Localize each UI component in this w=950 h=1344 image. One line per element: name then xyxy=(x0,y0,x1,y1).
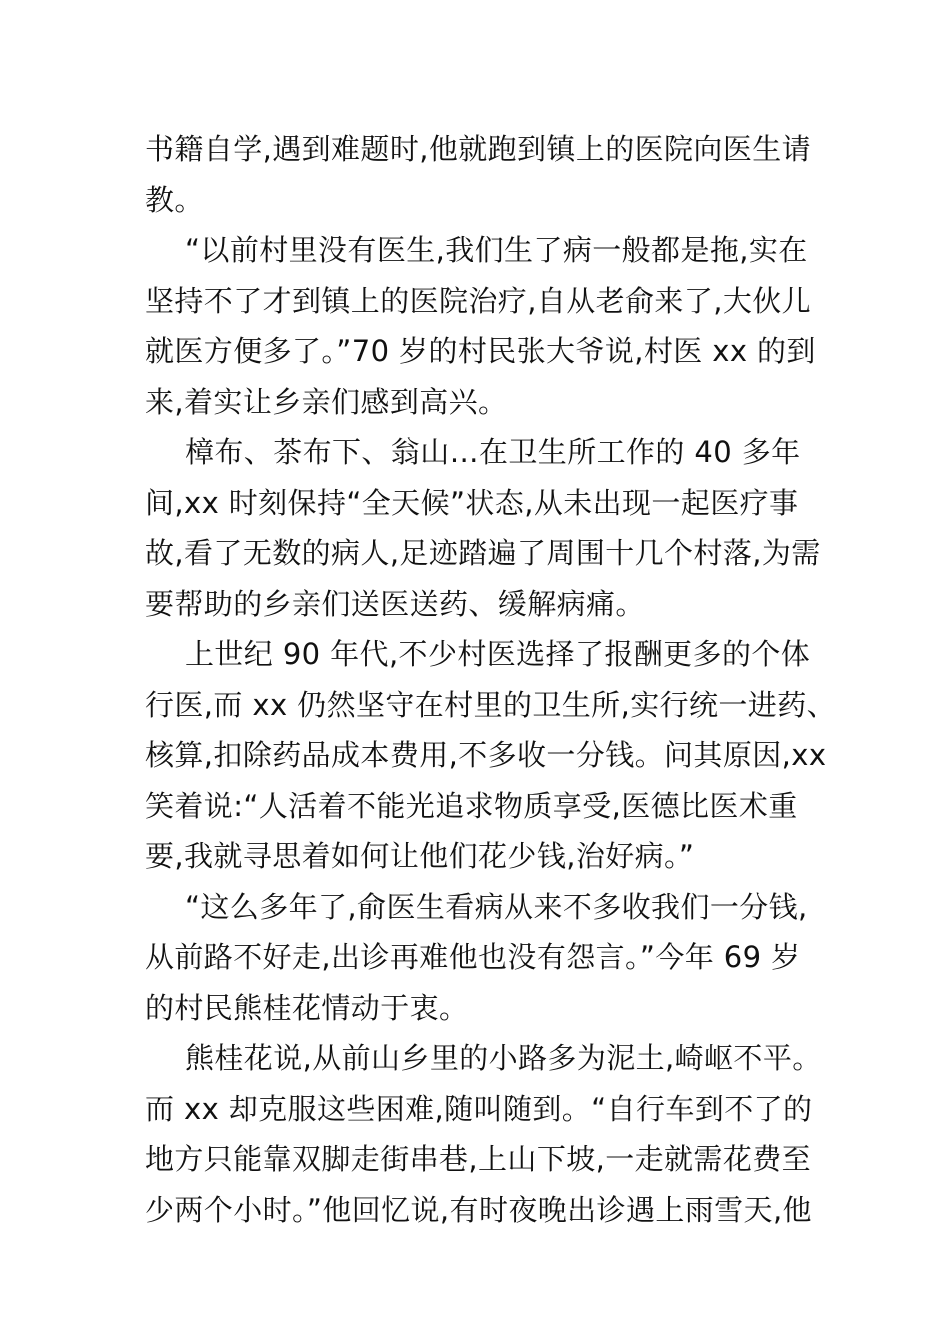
text-line: 行医,而 xx 仍然坚守在村里的卫生所,实行统一进药、 xyxy=(145,687,836,722)
text-line: “以前村里没有医生,我们生了病一般都是拖,实在 xyxy=(185,233,808,267)
text-line: 故,看了无数的病人,足迹踏遍了周围十几个村落,为需 xyxy=(145,536,821,570)
text-line: 的村民熊桂花情动于衷。 xyxy=(145,990,469,1025)
text-line: 坚持不了才到镇上的医院治疗,自从老俞来了,大伙儿 xyxy=(145,283,812,318)
text-line: 从前路不好走,出诊再难他也没有怨言。”今年 69 岁 xyxy=(145,940,801,974)
text-line: 教。 xyxy=(145,182,204,217)
text-line: 间,xx 时刻保持“全天候”状态,从未出现一起医疗事 xyxy=(145,485,799,520)
body-text xyxy=(145,124,836,1235)
text-line: 来,着实让乡亲们感到高兴。 xyxy=(145,384,508,419)
text-line: 而 xx 却克服这些困难,随叫随到。“自行车到不了的 xyxy=(145,1091,813,1126)
text-line: 笑着说:“人活着不能光追求物质享受,医德比医术重 xyxy=(145,788,798,823)
text-line: 书籍自学,遇到难题时,他就跑到镇上的医院向医生请 xyxy=(145,132,812,166)
text-line: 要帮助的乡亲们送医送药、缓解病痛。 xyxy=(145,586,645,621)
text-line: 少两个小时。”他回忆说,有时夜晚出诊遇上雨雪天,他 xyxy=(145,1192,812,1227)
text-line: 就医方便多了。”70 岁的村民张大爷说,村医 xx 的到 xyxy=(145,334,816,368)
text-line: 地方只能靠双脚走街串巷,上山下坡,一走就需花费至 xyxy=(145,1142,812,1176)
text-line: 樟布、茶布下、翁山…在卫生所工作的 40 多年 xyxy=(185,435,801,469)
text-line: 要,我就寻思着如何让他们花少钱,治好病。” xyxy=(145,839,695,873)
text-line: 核算,扣除药品成本费用,不多收一分钱。问其原因,xx xyxy=(145,738,827,772)
text-line: 熊桂花说,从前山乡里的小路多为泥土,崎岖不平。 xyxy=(185,1041,822,1075)
text-line: 上世纪 90 年代,不少村医选择了报酬更多的个体 xyxy=(185,637,811,671)
text-line: “这么多年了,俞医生看病从来不多收我们一分钱, xyxy=(185,889,808,924)
